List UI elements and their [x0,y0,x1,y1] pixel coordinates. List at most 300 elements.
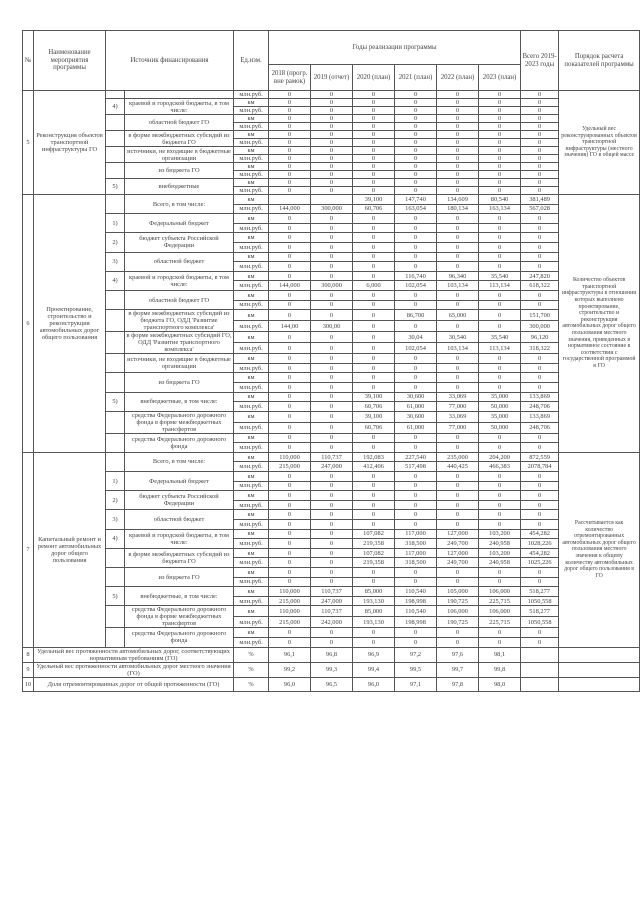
year-value-cell: 0 [395,637,437,647]
year-value-cell: 0 [311,223,353,233]
table-row [23,179,640,187]
table-row [23,433,640,443]
table-row [23,510,640,520]
year-value-cell: 0 [353,163,395,171]
year-value-cell: 0 [311,363,353,373]
funding-source: бюджет субъекта Российской Федерации [125,233,234,252]
year-value-cell: 96,8 [311,647,353,662]
year-value-cell: 0 [395,568,437,578]
year-value-cell: 102,054 [395,281,437,291]
header-number: № [23,31,34,91]
year-value-cell: 99,5 [395,662,437,677]
year-value-cell: 144,000 [269,281,311,291]
row-index [106,131,125,147]
year-value-cell: 0 [353,321,395,332]
year-value-cell: 144,000 [269,204,311,214]
indicator-text: Рассчитывается как количество отремонтированных автомобильных дорог общего пользования местного значения к общему количеству автомобильных дорог общего пользования в ГО [559,452,640,647]
unit-cell: млн.руб. [234,204,269,214]
year-value-cell: 204,200 [479,452,521,462]
unit-cell: км [234,214,269,224]
total-cell: 0 [521,99,559,107]
year-value-cell: 0 [269,577,311,587]
year-value-cell: 0 [395,262,437,272]
year-value-cell: 247,000 [311,596,353,606]
total-cell: 0 [521,520,559,530]
year-value-cell: 225,715 [479,617,521,628]
row-index: 4) [106,271,125,290]
year-value-cell: 0 [395,382,437,392]
year-value-cell: 96,340 [437,271,479,281]
year-value-cell: 0 [479,321,521,332]
table-row [23,628,640,638]
year-value-cell: 0 [353,310,395,321]
year-value-cell: 0 [269,558,311,568]
year-value-cell: 0 [311,290,353,300]
total-cell: 0 [521,91,559,99]
year-value-cell: 0 [353,179,395,187]
funding-source: внебюджетные, в том числе: [125,587,234,606]
row-index: 1) [106,472,125,491]
year-value-cell: 102,054 [395,343,437,354]
header-years-group: Годы реализации программы [269,31,521,65]
unit-cell: км [234,587,269,597]
year-value-cell: 0 [437,472,479,482]
row-index: 5) [106,179,125,195]
year-value-cell: 0 [479,123,521,131]
year-value-cell: 0 [479,373,521,383]
total-cell: 133,869 [521,411,559,422]
year-value-cell: 0 [437,510,479,520]
year-value-cell: 0 [311,163,353,171]
unit-cell: км [234,271,269,281]
year-value-cell: 0 [395,242,437,252]
unit-cell: млн.руб. [234,139,269,147]
unit-cell: млн.руб. [234,155,269,163]
year-value-cell: 0 [479,637,521,647]
unit-cell: млн.руб. [234,123,269,131]
year-value-cell: 0 [437,91,479,99]
unit-cell: млн.руб. [234,187,269,195]
table-row [23,606,640,617]
total-cell [521,662,559,677]
section-name: Капитальный ремонт и ремонт автомобильных дорог общего пользования [34,452,106,647]
funding-source: Федеральный бюджет [125,472,234,491]
unit-cell: км [234,606,269,617]
year-value-cell: 0 [311,529,353,539]
year-value-cell: 0 [479,223,521,233]
year-value-cell: 466,383 [479,462,521,472]
row-index [106,548,125,567]
year-value-cell: 103,134 [437,343,479,354]
row-index [106,452,125,471]
year-value-cell: 517,498 [395,462,437,472]
year-value-cell: 0 [269,520,311,530]
year-value-cell: 0 [479,115,521,123]
table-row [23,491,640,501]
table-row [23,332,640,343]
unit-cell: км [234,290,269,300]
unit-cell: млн.руб. [234,382,269,392]
year-value-cell: 0 [437,363,479,373]
funding-source: в форме межбюджетных субсидий из бюджета ГО, ОДД 'Развитие транспортного комплекса' [125,310,234,332]
year-value-cell: 0 [437,139,479,147]
year-value-cell: 127,000 [437,548,479,558]
year-value-cell: 249,700 [437,558,479,568]
year-value-cell: 0 [353,354,395,364]
year-value-cell: 35,540 [479,271,521,281]
total-cell: 454,282 [521,529,559,539]
year-value-cell: 0 [353,252,395,262]
year-value-cell: 0 [311,91,353,99]
year-value-cell: 0 [479,179,521,187]
table-row [23,392,640,402]
header-year: 2020 (план) [353,65,395,91]
funding-source: Федеральный бюджет [125,214,234,233]
year-value-cell: 193,130 [353,617,395,628]
year-value-cell: 0 [395,123,437,131]
row-index [106,373,125,392]
year-value-cell: 0 [353,343,395,354]
total-cell: 0 [521,223,559,233]
year-value-cell: 0 [311,310,353,321]
year-value-cell: 0 [311,179,353,187]
year-value-cell: 33,069 [437,392,479,402]
year-value-cell: 0 [479,354,521,364]
year-value-cell: 0 [437,214,479,224]
table-row [23,91,640,99]
funding-source: источники, не входящие в бюджетные организации [125,147,234,163]
unit-cell: км [234,529,269,539]
year-value-cell: 0 [437,187,479,195]
unit-cell: млн.руб. [234,481,269,491]
year-value-cell: 105,000 [437,587,479,597]
funding-source: областной бюджет [125,510,234,529]
year-value-cell: 0 [437,242,479,252]
year-value-cell: 110,000 [269,587,311,597]
row-index [106,354,125,373]
year-value-cell: 0 [311,443,353,453]
header-total: Всего 2019-2023 годы [521,31,559,91]
year-value-cell: 0 [269,443,311,453]
year-value-cell: 0 [437,433,479,443]
year-value-cell: 0 [311,99,353,107]
unit-cell: км [234,452,269,462]
year-value-cell: 0 [269,310,311,321]
unit-cell: км [234,433,269,443]
year-value-cell: 193,130 [353,596,395,606]
year-value-cell: 0 [269,99,311,107]
section-number: 7 [23,452,34,647]
funding-source: средства Федерального дорожного фонда [125,433,234,452]
year-value-cell: 106,000 [437,606,479,617]
indicator-text [559,647,640,662]
total-cell: 151,700 [521,310,559,321]
funding-source: средства Федерального дорожного фонда в форме межбюджетных трансфертов [125,411,234,433]
funding-source: областной бюджет ГО [125,290,234,309]
row-index: 3) [106,252,125,271]
year-value-cell: 0 [353,262,395,272]
year-value-cell: 0 [311,343,353,354]
year-value-cell: 0 [353,577,395,587]
unit-cell: млн.руб. [234,500,269,510]
total-cell: 0 [521,155,559,163]
total-cell: 0 [521,491,559,501]
year-value-cell: 0 [479,252,521,262]
year-value-cell: 0 [479,187,521,195]
funding-source: областной бюджет [125,252,234,271]
year-value-cell: 198,998 [395,617,437,628]
year-value-cell: 0 [395,99,437,107]
total-cell: 0 [521,363,559,373]
unit-cell: км [234,568,269,578]
row-index [106,628,125,647]
row-index [106,163,125,179]
year-value-cell: 240,958 [479,539,521,549]
year-value-cell: 0 [479,363,521,373]
year-value-cell: 50,000 [479,422,521,433]
year-value-cell: 0 [311,139,353,147]
year-value-cell: 113,134 [479,281,521,291]
year-value-cell: 0 [479,628,521,638]
year-value-cell: 30,600 [395,392,437,402]
year-value-cell: 0 [479,163,521,171]
year-value-cell: 0 [269,343,311,354]
year-value-cell: 0 [269,107,311,115]
header-name: Наименование мероприятия программы [34,31,106,91]
year-value-cell: 60,706 [353,204,395,214]
table-row [23,354,640,364]
table-row [23,252,640,262]
total-cell: 0 [521,472,559,482]
year-value-cell: 0 [269,628,311,638]
table-row [23,233,640,243]
year-value-cell: 0 [311,147,353,155]
year-value-cell: 0 [269,131,311,139]
table-row [23,195,640,205]
year-value-cell: 0 [311,500,353,510]
year-value-cell: 0 [479,310,521,321]
year-value-cell: 215,000 [269,462,311,472]
indicator-name: Удельный вес протяженности автомобильных дорог местного значения (ГО) [34,662,234,677]
header-source: Источник финансирования [106,31,234,91]
year-value-cell: 219,358 [353,558,395,568]
section-number: 9 [23,662,34,677]
year-value-cell: 110,540 [395,606,437,617]
year-value-cell: 0 [479,433,521,443]
year-value-cell: 110,737 [311,606,353,617]
year-value-cell: 0 [437,443,479,453]
year-value-cell: 0 [353,382,395,392]
year-value-cell: 39,100 [353,411,395,422]
row-index: 5) [106,392,125,411]
year-value-cell: 97,2 [395,647,437,662]
year-value-cell: 0 [479,147,521,155]
year-value-cell: 0 [437,373,479,383]
year-value-cell: 0 [353,628,395,638]
year-value-cell: 0 [353,568,395,578]
year-value-cell: 110,737 [311,587,353,597]
year-value-cell: 65,000 [437,310,479,321]
year-value-cell: 0 [395,131,437,139]
year-value-cell: 35,000 [479,411,521,422]
year-value-cell: 0 [353,139,395,147]
unit-cell: км [234,233,269,243]
total-cell: 0 [521,500,559,510]
year-value-cell: 0 [353,433,395,443]
total-cell: 0 [521,252,559,262]
indicator-text [559,662,640,677]
year-value-cell: 219,358 [353,539,395,549]
year-value-cell: 0 [395,472,437,482]
year-value-cell: 0 [269,637,311,647]
year-value-cell: 97,1 [395,677,437,691]
unit-cell: % [234,647,269,662]
row-index: 1) [106,214,125,233]
year-value-cell: 97,6 [437,647,479,662]
year-value-cell: 247,000 [311,462,353,472]
year-value-cell: 300,000 [311,281,353,291]
year-value-cell: 0 [311,481,353,491]
year-value-cell: 0 [269,252,311,262]
year-value-cell: 0 [311,628,353,638]
year-value-cell: 0 [437,300,479,310]
year-value-cell: 0 [269,179,311,187]
year-value-cell: 0 [395,363,437,373]
total-cell: 248,706 [521,402,559,412]
year-value-cell: 0 [269,373,311,383]
year-value-cell: 0 [353,107,395,115]
unit-cell: млн.руб. [234,539,269,549]
unit-cell: км [234,373,269,383]
year-value-cell: 96,0 [269,677,311,691]
year-value-cell: 0 [479,233,521,243]
table-row [23,373,640,383]
table-row [23,568,640,578]
year-value-cell: 235,000 [437,452,479,462]
year-value-cell: 0 [479,500,521,510]
year-value-cell: 0 [353,223,395,233]
total-cell: 133,869 [521,392,559,402]
year-value-cell: 0 [395,354,437,364]
year-value-cell: 96,9 [353,647,395,662]
year-value-cell: 0 [269,163,311,171]
row-index [106,606,125,628]
year-value-cell: 198,998 [395,596,437,606]
unit-cell: км [234,411,269,422]
total-cell: 0 [521,373,559,383]
funding-source: внебюджетные, в том числе: [125,392,234,411]
funding-source: внебюджетные [125,179,234,195]
year-value-cell: 0 [395,163,437,171]
year-value-cell: 190,725 [437,617,479,628]
year-value-cell: 96,1 [269,647,311,662]
year-value-cell: 0 [395,147,437,155]
year-value-cell: 85,000 [353,587,395,597]
total-cell: 0 [521,179,559,187]
unit-cell: млн.руб. [234,462,269,472]
total-cell: 0 [521,147,559,155]
year-value-cell: 0 [311,187,353,195]
year-value-cell: 0 [437,382,479,392]
year-value-cell: 30,540 [437,332,479,343]
unit-cell: млн.руб. [234,171,269,179]
year-value-cell: 0 [395,223,437,233]
row-index [106,91,125,99]
year-value-cell: 144,00 [269,321,311,332]
section-name: Реконструкция объектов транспортной инфраструктуры ГО [34,91,106,195]
year-value-cell: 0 [269,290,311,300]
year-value-cell: 0 [353,373,395,383]
total-cell: 0 [521,123,559,131]
year-value-cell: 0 [311,411,353,422]
unit-cell: % [234,677,269,691]
total-cell: 0 [521,262,559,272]
year-value-cell: 0 [269,242,311,252]
year-value-cell: 0 [437,115,479,123]
year-value-cell: 106,000 [479,606,521,617]
year-value-cell: 0 [437,628,479,638]
year-value-cell: 0 [437,637,479,647]
year-value-cell: 0 [437,354,479,364]
total-cell: 518,277 [521,606,559,617]
unit-cell: млн.руб. [234,107,269,115]
year-value-cell: 0 [479,510,521,520]
year-value-cell: 35,000 [479,392,521,402]
section-number: 8 [23,647,34,662]
year-value-cell: 0 [269,332,311,343]
year-value-cell: 86,700 [395,310,437,321]
year-value-cell: 0 [479,290,521,300]
unit-cell: млн.руб. [234,223,269,233]
year-value-cell: 0 [353,637,395,647]
year-value-cell: 0 [353,233,395,243]
year-value-cell: 0 [395,500,437,510]
total-cell: 318,322 [521,343,559,354]
funding-source: Всего, в том числе: [125,452,234,471]
year-value-cell: 97,8 [437,677,479,691]
unit-cell: км [234,628,269,638]
program-table [22,30,640,692]
unit-cell: км [234,131,269,139]
total-cell: 248,706 [521,422,559,433]
unit-cell: млн.руб. [234,637,269,647]
row-index [106,310,125,332]
year-value-cell: 0 [311,568,353,578]
year-value-cell: 0 [269,539,311,549]
year-value-cell: 0 [311,373,353,383]
row-index [106,568,125,587]
year-value-cell: 0 [269,123,311,131]
row-index [106,332,125,354]
year-value-cell: 0 [395,171,437,179]
total-cell: 0 [521,382,559,392]
year-value-cell: 0 [395,233,437,243]
year-value-cell: 0 [269,510,311,520]
section-number: 5 [23,91,34,195]
year-value-cell: 0 [269,214,311,224]
header-year: 2019 (отчет) [311,65,353,91]
header-year: 2018 (прогр. вне рамок) [269,65,311,91]
year-value-cell: 0 [269,392,311,402]
year-value-cell: 0 [395,107,437,115]
year-value-cell: 0 [437,107,479,115]
total-cell: 454,282 [521,548,559,558]
table-row [23,271,640,281]
total-cell: 2078,784 [521,462,559,472]
funding-source: Всего, в том числе: [125,195,234,214]
year-value-cell: 107,082 [353,548,395,558]
year-value-cell: 61,000 [395,422,437,433]
